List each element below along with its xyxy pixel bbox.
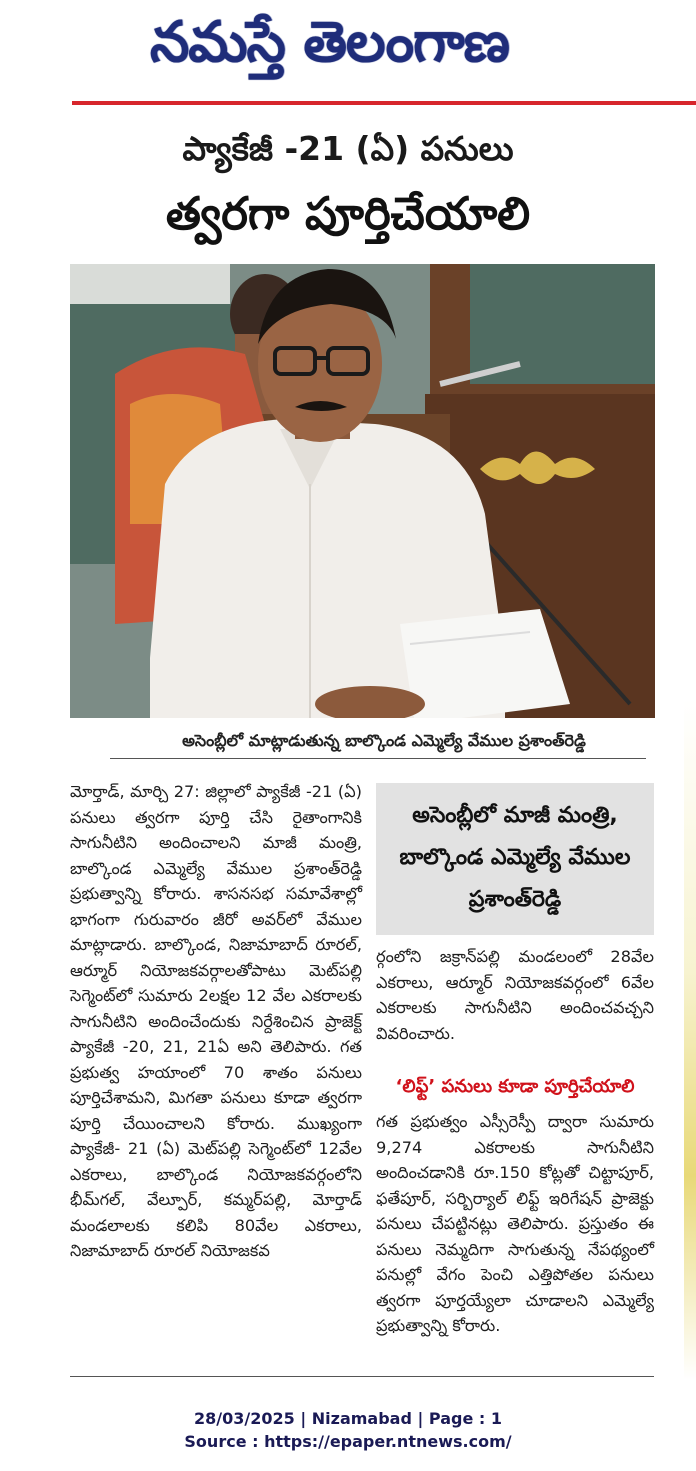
footer-date-edition: 28/03/2025 | Nizamabad | Page : 1 (194, 1409, 502, 1428)
body-paragraph: ర్గంలోని జక్రాన్‌పల్లి మండలంలో 28వేల ఎకరాలు, ఆర్మూర్ నియోజకవర్గంలో 6వేల ఎకరాలకు సాగునీటిని అందించవచ్చని వివరించారు. (376, 947, 654, 1043)
article-body-right-column-top (376, 944, 654, 1046)
masthead-rule (72, 101, 696, 105)
article-photo (70, 264, 655, 718)
article-body-right-column-bottom (376, 1109, 654, 1339)
caption-rule (110, 758, 646, 759)
article-headline: త్వరగా పూర్తిచేయాలి (165, 187, 531, 240)
body-paragraph: మోర్తాడ్, మార్చి 27: జిల్లాలో ప్యాకేజీ -21 (ఏ) పనులు త్వరగా పూర్తి చేసి రైతాంగానికి సాగునీటిని అందించాలని మాజీ మంత్రి, బాల్కొండ ఎమ్మెల్యే వేముల ప్రశాంత్‌రెడ్డి ప్రభుత్వాన్ని కోరారు. శాసనసభ సమావేశాల్లో భాగంగా గురువారం జీరో అవర్‌లో వేముల మాట్లాడారు. బాల్కొండ, నిజామాబాద్ రూరల్, ఆర్మూర్ నియోజకవర్గాలతోపాటు మెట్‌పల్లి సెగ్మెంట్‌లో సుమారు 2లక్షల 12 వేల ఎకరాలకు సాగునీటిని అందించేందుకు నిర్దేశించిన ప్రాజెక్ట్ ప్యాకేజీ -20, 21, 21ఏ అని తెలిపారు. గత ప్రభుత్వ హయాంలో 70 శాతం పనులు పూర్తిచేశామని, మిగతా పనులు కూడా త్వరగా పూర్తి చేయించాలని కోరారు. ముఖ్యంగా ప్యాకేజీ- 21 (ఏ) మెట్‌పల్లి సెగ్మెంట్‌లో 12వేల ఎకరాలు, బాల్కొండ నియోజకవర్గంలోని భీమ్‌గల్, వేల్పూర్, కమ్మర్‌పల్లి, మోర్తాడ్ మండలాలకు కలిపి 80వేల ఎకరాలు, నిజామాబాద్ రూరల్ నియోజకవ (70, 782, 362, 1260)
newspaper-title: నమస్తే తెలంగాణ (150, 10, 509, 75)
pull-quote-box (376, 783, 654, 935)
article-kicker: ప్యాకేజీ -21 (ఏ) పనులు (182, 129, 514, 168)
pull-quote-text: అసెంబ్లీలో మాజీ మంత్రి, బాల్కొండ ఎమ్మెల్యే వేముల ప్రశాంత్‌రెడ్డి (399, 803, 631, 912)
masthead (0, 0, 696, 100)
body-paragraph: గత ప్రభుత్వం ఎస్సీరెస్పీ ద్వారా సుమారు 9,274 ఎకరాలకు సాగునీటిని అందించడానికి రూ.150 కోట్లతో చిట్టాపూర్, ఫతేపూర్, సర్బిర్యాల్ లిఫ్ట్ ఇరిగేషన్ ప్రాజెక్టు పనులు చేపట్టినట్లు తెలిపారు. ప్రస్తుతం ఈ పనులు నెమ్మదిగా సాగుతున్న నేపథ్యంలో పనుల్లో వేగం పెంచి ఎత్తిపోతల పనులు త్వరగా పూర్తయ్యేలా చూడాలని ఎమ్మెల్యే ప్రభుత్వాన్ని కోరారు. (376, 1112, 654, 1335)
article-body-left-column (70, 779, 362, 1264)
footer-source-link[interactable]: Source : https://epaper.ntnews.com/ (184, 1432, 512, 1451)
article-subhead: ‘లిఫ్ట్’ పనులు కూడా పూర్తిచేయాలి (395, 1076, 635, 1097)
photo-illustration (70, 264, 655, 718)
page-edge-strip (684, 700, 696, 1380)
photo-caption: అసెంబ్లీలో మాట్లాడుతున్న బాల్కొండ ఎమ్మెల్యే వేముల ప్రశాంత్‌రెడ్డి (182, 731, 586, 750)
bottom-rule (70, 1376, 654, 1377)
